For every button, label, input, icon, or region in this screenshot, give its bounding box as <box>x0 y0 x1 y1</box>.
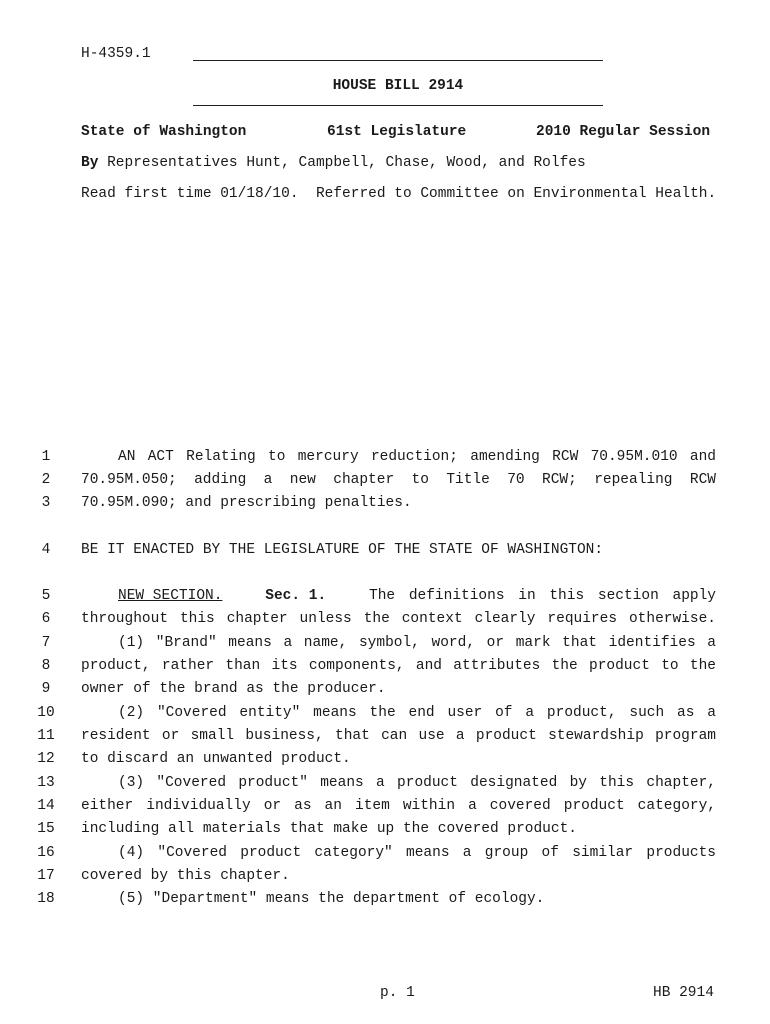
section-text: The definitions in this section apply <box>369 588 716 604</box>
body-line: covered by this chapter. <box>81 868 290 884</box>
header-rule-top <box>193 60 603 61</box>
body-line: 70.95M.090; and prescribing penalties. <box>81 495 412 511</box>
body-line: (4) "Covered product category" means a group of similar products <box>118 845 716 861</box>
line-number: 12 <box>37 751 55 767</box>
body-line: to discard an unwanted product. <box>81 751 351 767</box>
body-line: (1) "Brand" means a name, symbol, word, or mark that identifies a <box>118 635 716 651</box>
line-number: 10 <box>37 705 55 721</box>
enacting-clause: BE IT ENACTED BY THE LEGISLATURE OF THE STATE OF WASHINGTON: <box>81 542 604 558</box>
line-number: 6 <box>41 611 51 627</box>
line-number: 15 <box>37 821 55 837</box>
section-heading-line <box>118 587 716 605</box>
line-number: 3 <box>41 495 51 511</box>
line-number: 11 <box>37 728 55 744</box>
legislature-label: 61st Legislature <box>327 124 467 140</box>
bill-title: HOUSE BILL 2914 <box>332 78 464 94</box>
state-label: State of Washington <box>81 124 247 140</box>
line-number: 9 <box>41 681 51 697</box>
line-number: 2 <box>41 472 51 488</box>
line-number: 17 <box>37 868 55 884</box>
body-line: including all materials that make up the covered product. <box>81 821 577 837</box>
line-number: 5 <box>41 588 51 604</box>
body-line: 70.95M.050; adding a new chapter to Title 70 RCW; repealing RCW <box>81 472 716 488</box>
line-number: 14 <box>37 798 55 814</box>
sponsors: Representatives Hunt, Campbell, Chase, Wood, and Rolfes <box>107 155 586 171</box>
new-section-label: NEW SECTION. <box>118 588 223 604</box>
header-rule-bottom <box>193 105 603 106</box>
body-line: AN ACT Relating to mercury reduction; amending RCW 70.95M.010 and <box>118 449 716 465</box>
doc-number: H-4359.1 <box>81 46 151 62</box>
sponsors-line <box>81 154 586 172</box>
sponsors-by: By <box>81 155 99 171</box>
body-line: throughout this chapter unless the context clearly requires otherwise. <box>81 611 716 627</box>
body-line: (3) "Covered product" means a product designated by this chapter, <box>118 775 716 791</box>
line-number: 8 <box>41 658 51 674</box>
line-number: 4 <box>41 542 51 558</box>
body-line: resident or small business, that can use a product stewardship program <box>81 728 716 744</box>
session-label: 2010 Regular Session <box>536 124 711 140</box>
line-number: 7 <box>41 635 51 651</box>
line-number: 16 <box>37 845 55 861</box>
line-number: 1 <box>41 449 51 465</box>
section-number: Sec. 1. <box>265 588 327 604</box>
body-line: product, rather than its components, and attributes the product to the <box>81 658 716 674</box>
body-line: (5) "Department" means the department of ecology. <box>118 891 545 907</box>
body-line: (2) "Covered entity" means the end user of a product, such as a <box>118 705 716 721</box>
line-number: 18 <box>37 891 55 907</box>
read-first-line: Read first time 01/18/10. Referred to Committee on Environmental Health. <box>81 186 717 202</box>
footer-bill-ref: HB 2914 <box>653 985 714 1001</box>
body-line: either individually or as an item within a covered product category, <box>81 798 716 814</box>
line-number: 13 <box>37 775 55 791</box>
page-number: p. 1 <box>380 985 415 1001</box>
body-line: owner of the brand as the producer. <box>81 681 386 697</box>
